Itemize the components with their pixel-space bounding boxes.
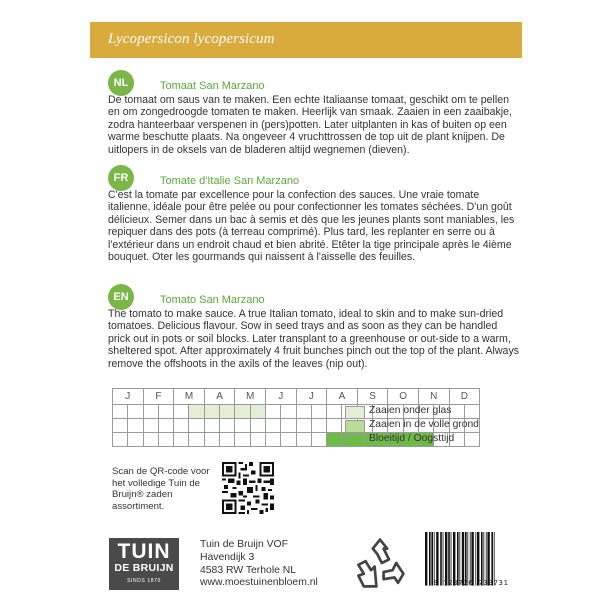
- calendar-cell-glass: [296, 405, 311, 419]
- section-body-fr: C'est la tomate par excellence pour la confection des sauces. Une vraie tomate italienne, idéale pour être pelée ou pour confectionner les tomates séchées. D'un goût délicieux. Semer dans un bac à semis et dès que les jeunes plants sont maniables, les repiquer dans des pots (à terreau comprimé). Plus tard, les replanter en serre ou à l'extérieur dans un endroit chaud et bien abrité. Etêter la tige principale après le 4ième bouquet. Oter les gourmands qui naissent à l'aisselle des feuilles.: [108, 189, 515, 264]
- calendar-cell-ground: [204, 419, 219, 433]
- legend-swatch-glass: [345, 406, 365, 419]
- qr-code-icon[interactable]: [222, 462, 274, 514]
- calendar-cell-glass: [174, 405, 189, 419]
- brand-logo: [109, 538, 179, 590]
- calendar-cell-bloom: [327, 433, 342, 447]
- calendar-cell-bloom: [250, 433, 265, 447]
- calendar-cell-ground: [250, 419, 265, 433]
- calendar-cell-bloom: [464, 433, 479, 447]
- calendar-cell-glass: [265, 405, 280, 419]
- calendar-cell-bloom: [204, 433, 219, 447]
- calendar-month-row: [113, 389, 480, 405]
- calendar-cell-bloom: [265, 433, 280, 447]
- legend-swatch-ground: [345, 420, 365, 433]
- legend-label-glass: Zaaien onder glas: [369, 405, 452, 416]
- calendar-cell-ground: [296, 419, 311, 433]
- calendar-cell-glass: [235, 405, 250, 419]
- section-title-fr: Tomate d'Italie San Marzano: [160, 175, 300, 187]
- section-nl: [108, 70, 520, 168]
- calendar-month-3: A: [204, 389, 235, 405]
- calendar-cell-ground: [281, 419, 296, 433]
- calendar-cell-bloom: [174, 433, 189, 447]
- legend-swatch-bloom: [345, 434, 365, 447]
- calendar-cell-bloom: [189, 433, 204, 447]
- legend-label-bloom: Bloeitijd / Oogsttijd: [369, 433, 455, 444]
- calendar-cell-ground: [113, 419, 128, 433]
- calendar-month-0: J: [113, 389, 144, 405]
- calendar-month-1: F: [143, 389, 174, 405]
- calendar-cell-glass: [158, 405, 173, 419]
- calendar-month-11: D: [449, 389, 480, 405]
- calendar-cell-glass: [189, 405, 204, 419]
- calendar-cell-bloom: [158, 433, 173, 447]
- calendar-cell-ground: [327, 419, 342, 433]
- calendar-month-7: A: [327, 389, 358, 405]
- section-body-nl: De tomaat om saus van te maken. Een echte Italiaanse tomaat, geschikt om te pellen en om zongedroogde tomaten te maken. Heerlijk van smaak. Zaaien in een zaaibakje, zodra hanteerbaar verspenen in (pers)potten. Later uitplanten in kas of buiten op een warme beschutte plaats. Na ongeveer 4 vruchttrossen de top uit de plant knijpen. De uitlopers in de oksels van de bladeren altijd wegnemen (dieven).: [108, 94, 512, 156]
- header-banner: [90, 22, 522, 58]
- recycle-icon: [353, 536, 407, 590]
- calendar-month-5: J: [265, 389, 296, 405]
- lang-badge-fr: FR: [108, 165, 134, 191]
- calendar-cell-ground: [143, 419, 158, 433]
- section-fr: [108, 165, 520, 280]
- calendar-cell-ground: [174, 419, 189, 433]
- calendar-cell-bloom: [281, 433, 296, 447]
- calendar-cell-glass: [250, 405, 265, 419]
- lang-badge-nl: NL: [108, 70, 134, 96]
- calendar-cell-bloom: [296, 433, 311, 447]
- calendar-cell-ground: [128, 419, 143, 433]
- calendar-cell-bloom: [113, 433, 128, 447]
- calendar-cell-ground: [158, 419, 173, 433]
- section-title-nl: Tomaat San Marzano: [160, 80, 265, 92]
- botanical-name: Lycopersicon lycopersicum: [108, 31, 275, 47]
- calendar-cell-glass: [143, 405, 158, 419]
- calendar-cell-bloom: [235, 433, 250, 447]
- calendar-month-9: O: [388, 389, 419, 405]
- logo-main-text: TUIN: [117, 540, 171, 563]
- calendar-cell-ground: [235, 419, 250, 433]
- section-en: [108, 284, 520, 374]
- calendar-cell-glass: [128, 405, 143, 419]
- company-address: [200, 539, 318, 590]
- calendar-cell-bloom: [128, 433, 143, 447]
- calendar-cell-glass: [281, 405, 296, 419]
- calendar-cell-ground: [220, 419, 235, 433]
- calendar-cell-ground: [265, 419, 280, 433]
- calendar-month-10: N: [418, 389, 449, 405]
- logo-since-text: SINDS 1870: [127, 578, 161, 584]
- calendar-cell-bloom: [143, 433, 158, 447]
- logo-sub-text: DE BRUIJN: [114, 562, 174, 574]
- calendar-month-8: S: [357, 389, 388, 405]
- lang-badge-en: EN: [108, 284, 134, 310]
- calendar-cell-bloom: [311, 433, 326, 447]
- qr-caption: Scan de QR-code voor het volledige Tuin de Bruijn® zaden assortiment.: [112, 466, 210, 512]
- calendar-cell-ground: [311, 419, 326, 433]
- calendar-cell-glass: [464, 405, 479, 419]
- calendar-month-6: J: [296, 389, 327, 405]
- section-body-en: The tomato to make sauce. A true Italian tomato, ideal to skin and to make sun-dried tomatoes. Delicious flavour. Sow in seed trays and as soon as they can be handled prick out in pots or soil blocks. Later transplant to a greenhouse or out-side to a warm, sheltered spot. After approximately 4 fruit bunches pinch out the top of the plant. Always remove the offshoots in the axils of the leaves (nip out).: [108, 308, 520, 370]
- calendar-cell-glass: [311, 405, 326, 419]
- calendar-month-4: M: [235, 389, 266, 405]
- calendar-cell-ground: [189, 419, 204, 433]
- address-line-company: Tuin de Bruijn VOF: [200, 539, 288, 550]
- section-title-en: Tomato San Marzano: [160, 294, 265, 306]
- calendar-cell-glass: [113, 405, 128, 419]
- calendar-cell-glass: [220, 405, 235, 419]
- legend-label-ground: Zaaien in de volle grond: [369, 419, 479, 430]
- barcode-number: 8 720726 733731: [433, 579, 509, 587]
- calendar-cell-glass: [327, 405, 342, 419]
- address-line-street: Havendijk 3: [200, 551, 255, 563]
- calendar-cell-bloom: [220, 433, 235, 447]
- address-line-city: 4583 RW Terhole NL: [200, 564, 297, 576]
- website-link[interactable]: www.moestuinenbloem.nl: [200, 577, 318, 589]
- calendar-cell-glass: [204, 405, 219, 419]
- calendar-month-2: M: [174, 389, 205, 405]
